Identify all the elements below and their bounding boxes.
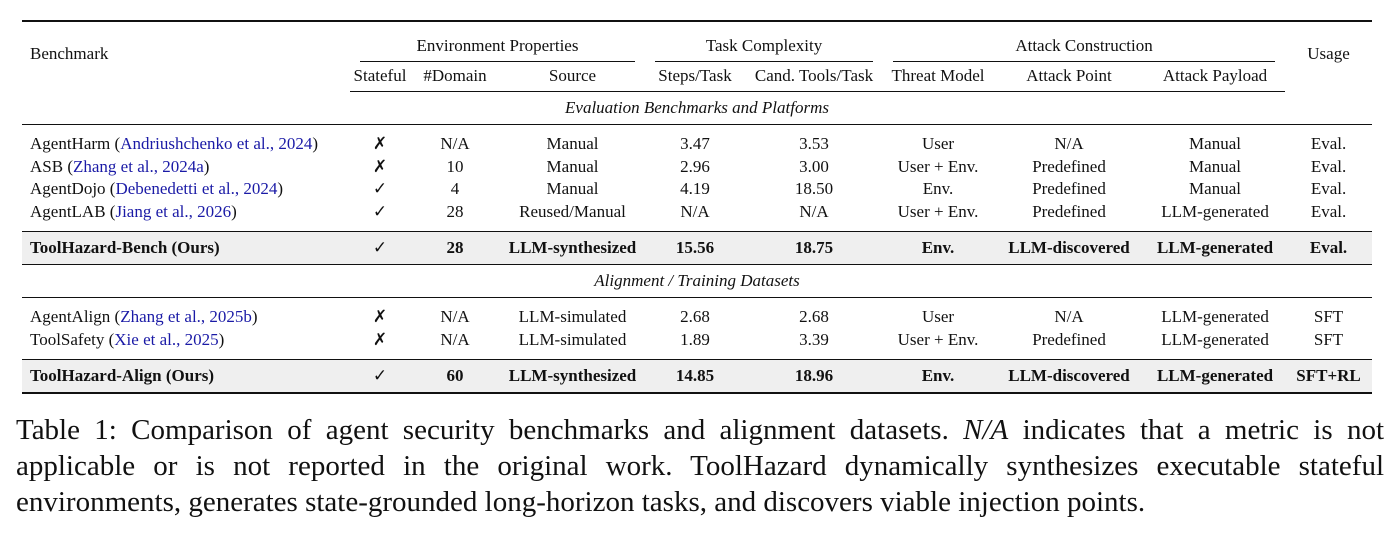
stateful-cell: ✓ (350, 232, 410, 265)
source-cell: LLM-synthesized (500, 232, 645, 265)
spacer-row (22, 351, 1372, 360)
spacer-row (22, 298, 1372, 307)
paren-open: ( (110, 307, 121, 327)
benchmark-name-cell (22, 156, 350, 179)
tools-cell: 3.39 (799, 329, 829, 349)
payload-cell: Manual (1189, 156, 1241, 176)
benchmark-name-cell (22, 201, 350, 224)
spacer-row (22, 223, 1372, 232)
benchmark-name: AgentAlign (30, 307, 111, 327)
source-cell: Manual (546, 156, 599, 176)
paren-close: ) (277, 179, 284, 199)
point-cell: N/A (1054, 134, 1084, 154)
threat-cell: Env. (883, 232, 993, 265)
threat-cell: User (921, 134, 955, 154)
steps-cell: 14.85 (645, 360, 745, 394)
table-row (22, 329, 1372, 352)
citation-link[interactable]: Zhang et al., 2025b (120, 307, 252, 327)
point-cell: Predefined (1032, 329, 1106, 349)
benchmark-name: AgentDojo (30, 179, 106, 199)
col-steps-header: Steps/Task (645, 61, 745, 92)
table-header (22, 21, 1372, 92)
tools-cell: 3.00 (799, 156, 829, 176)
payload-cell: LLM-generated (1161, 201, 1269, 221)
benchmark-name-cell: ToolHazard-Align (Ours) (22, 360, 350, 394)
table-body (22, 92, 1372, 394)
paren-open: ( (63, 156, 73, 176)
table-row (22, 178, 1372, 201)
group-task-complexity (645, 21, 883, 61)
col-tools-header: Cand. Tools/Task (745, 61, 883, 92)
table-row (22, 201, 1372, 224)
steps-cell: 15.56 (645, 232, 745, 265)
payload-cell: LLM-generated (1145, 360, 1285, 394)
table-row (22, 156, 1372, 179)
paren-close: ) (231, 201, 237, 221)
steps-cell: N/A (680, 201, 710, 221)
group-attack-label: Attack Construction (1015, 36, 1153, 55)
benchmark-name-cell (22, 133, 350, 156)
stateful-cell: ✗ (372, 307, 388, 328)
citation-link[interactable]: Xie et al., 2025 (114, 329, 219, 349)
col-usage-header: Usage (1285, 21, 1372, 92)
col-point-header: Attack Point (993, 61, 1145, 92)
steps-cell: 3.47 (680, 134, 710, 154)
usage-cell: Eval. (1310, 156, 1347, 176)
col-benchmark-header: Benchmark (22, 21, 350, 92)
point-cell: Predefined (1032, 201, 1106, 221)
stateful-cell: ✗ (372, 156, 388, 177)
source-cell: LLM-simulated (518, 329, 627, 349)
domain-cell: 28 (410, 232, 500, 265)
payload-cell: Manual (1189, 134, 1241, 154)
threat-cell: User (921, 307, 955, 327)
comparison-table-container (22, 20, 1372, 394)
table-caption (16, 412, 1384, 520)
stateful-cell: ✗ (372, 329, 388, 350)
tools-cell: 18.75 (745, 232, 883, 265)
threat-cell: User + Env. (897, 201, 979, 221)
threat-cell: User + Env. (897, 156, 979, 176)
citation-link[interactable]: Jiang et al., 2026 (115, 201, 232, 221)
col-source-header: Source (500, 61, 645, 92)
table-row (22, 133, 1372, 156)
steps-cell: 2.68 (680, 307, 710, 327)
caption-label: Table 1: (16, 414, 117, 446)
threat-cell: Env. (922, 179, 954, 199)
paren-close: ) (312, 134, 319, 154)
usage-cell: Eval. (1285, 232, 1372, 265)
tools-cell: N/A (799, 201, 829, 221)
benchmark-name: AgentHarm (30, 134, 111, 154)
paren-open: ( (105, 201, 116, 221)
stateful-cell: ✓ (372, 201, 388, 222)
payload-cell: LLM-generated (1161, 329, 1269, 349)
stateful-cell: ✓ (372, 179, 388, 200)
steps-cell: 2.96 (680, 156, 710, 176)
group-task-label: Task Complexity (705, 36, 823, 55)
source-cell: Manual (546, 179, 599, 199)
point-cell: N/A (1054, 307, 1084, 327)
payload-cell: LLM-generated (1145, 232, 1285, 265)
source-cell: Reused/Manual (519, 201, 626, 221)
tools-cell: 18.50 (794, 179, 834, 199)
domain-cell: 28 (446, 201, 464, 221)
usage-cell: SFT (1313, 329, 1344, 349)
threat-cell: Env. (883, 360, 993, 394)
steps-cell: 4.19 (680, 179, 710, 199)
source-cell: LLM-synthesized (500, 360, 645, 394)
usage-cell: Eval. (1310, 179, 1347, 199)
threat-cell: User + Env. (897, 329, 979, 349)
benchmark-name: ToolSafety (30, 329, 105, 349)
section-title: Evaluation Benchmarks and Platforms (22, 92, 1372, 125)
benchmark-name: ASB (30, 156, 64, 176)
usage-cell: Eval. (1310, 134, 1347, 154)
paren-open: ( (105, 179, 116, 199)
point-cell: Predefined (1032, 179, 1106, 199)
paren-close: ) (218, 329, 225, 349)
point-cell: Predefined (1032, 156, 1106, 176)
col-domain-header: #Domain (410, 61, 500, 92)
payload-cell: Manual (1189, 179, 1241, 199)
header-row-groups (22, 21, 1372, 61)
tools-cell: 18.96 (745, 360, 883, 394)
point-cell: LLM-discovered (993, 360, 1145, 394)
domain-cell: 10 (446, 156, 464, 176)
section-header-row (22, 265, 1372, 298)
group-env-label: Environment Properties (416, 36, 579, 55)
paren-close: ) (203, 156, 210, 176)
citation-link[interactable]: Andriushchenko et al., 2024 (120, 134, 313, 154)
stateful-cell: ✗ (372, 134, 388, 155)
benchmark-name-cell (22, 306, 350, 329)
paren-open: ( (110, 134, 121, 154)
comparison-table (22, 20, 1372, 394)
steps-cell: 1.89 (680, 329, 710, 349)
spacer-row (22, 125, 1372, 134)
ours-row (22, 232, 1372, 265)
tools-cell: 2.68 (799, 307, 829, 327)
table-row (22, 306, 1372, 329)
source-cell: LLM-simulated (518, 307, 627, 327)
caption-text-after: indicates that a metric is not applicable or is not reported in the original work. ToolHazard dynamically synthesizes executable stateful environments, generates state-grounded long-horizon tasks, and discovers viable injection points. (16, 414, 1384, 518)
ours-row (22, 360, 1372, 394)
stateful-cell: ✓ (350, 360, 410, 394)
paren-open: ( (104, 329, 115, 349)
domain-cell: N/A (440, 134, 470, 154)
domain-cell: N/A (440, 307, 470, 327)
caption-text-before: Comparison of agent security benchmarks and alignment datasets. (116, 414, 964, 446)
citation-link[interactable]: Debenedetti et al., 2024 (115, 179, 278, 199)
group-attack-construction (883, 21, 1285, 61)
col-threat-header: Threat Model (883, 61, 993, 92)
caption-italic: N/A (963, 414, 1009, 446)
section-header-row (22, 92, 1372, 125)
benchmark-name-cell (22, 178, 350, 201)
usage-cell: Eval. (1310, 201, 1347, 221)
group-environment-properties (350, 21, 645, 61)
usage-cell: SFT (1313, 307, 1344, 327)
citation-link[interactable]: Zhang et al., 2024a (73, 156, 204, 176)
benchmark-name-cell: ToolHazard-Bench (Ours) (22, 232, 350, 265)
col-payload-header: Attack Payload (1145, 61, 1285, 92)
domain-cell: 4 (450, 179, 460, 199)
payload-cell: LLM-generated (1161, 307, 1269, 327)
section-title: Alignment / Training Datasets (22, 265, 1372, 298)
point-cell: LLM-discovered (993, 232, 1145, 265)
benchmark-name: AgentLAB (30, 201, 106, 221)
benchmark-name-cell (22, 329, 350, 352)
usage-cell: SFT+RL (1285, 360, 1372, 394)
source-cell: Manual (546, 134, 599, 154)
domain-cell: 60 (410, 360, 500, 394)
col-stateful-header: Stateful (350, 61, 410, 92)
paren-close: ) (251, 307, 258, 327)
domain-cell: N/A (440, 329, 470, 349)
tools-cell: 3.53 (799, 134, 829, 154)
caption-text (16, 412, 1384, 520)
